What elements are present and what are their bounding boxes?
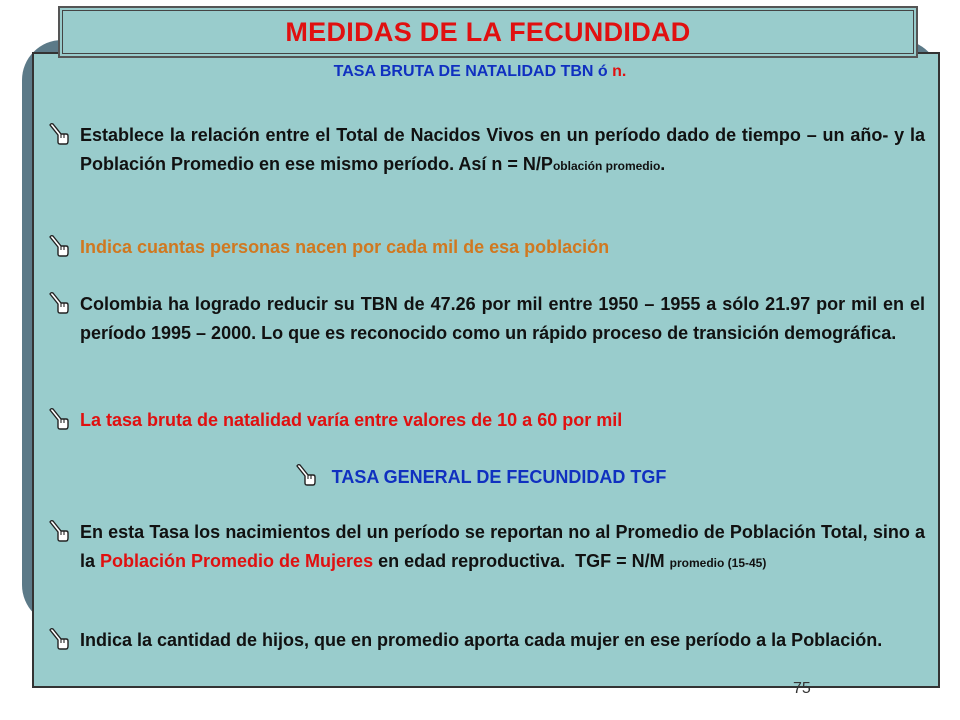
pointing-hand-icon <box>47 291 71 315</box>
bullet-tgf-meaning-text: Indica la cantidad de hijos, que en promedio aporta cada mujer en ese período a la Población. <box>80 630 883 650</box>
slide-title: MEDIDAS DE LA FECUNDIDAD <box>285 16 691 47</box>
tbn-heading-n: n. <box>612 63 627 80</box>
tgf-text-a: En esta Tasa los nacimientos del un período se reportan no al Promedio de Población Total, sino a la <box>80 522 925 571</box>
bullet-range-text: La tasa bruta de natalidad varía entre valores de 10 a 60 por mil <box>80 410 623 430</box>
definition-end: . <box>660 154 666 174</box>
bullet-tgf-meaning <box>47 626 925 655</box>
bullet-definition <box>47 121 925 181</box>
tbn-heading <box>0 63 960 81</box>
tgf-heading-text: TASA GENERAL DE FECUNDIDAD TGF <box>331 467 667 487</box>
bullet-tgf-definition <box>47 518 925 578</box>
tgf-text-small: promedio (15-45) <box>669 556 767 570</box>
definition-text: Establece la relación entre el Total de Nacidos Vivos en un período dado de tiempo – un año- y la Población Promedio en ese mismo período. Así n = N/P <box>80 125 925 174</box>
tgf-text-b: en edad reproductiva. TGF = N/M <box>373 551 670 571</box>
bullet-colombia <box>47 290 925 348</box>
tbn-heading-main: TASA BRUTA DE NATALIDAD TBN <box>333 63 594 80</box>
bullet-definition-text <box>80 121 925 181</box>
tbn-heading-or: ó <box>593 63 613 80</box>
tgf-text-red: Población Promedio de Mujeres <box>100 551 374 571</box>
bullet-range <box>47 406 925 435</box>
pointing-hand-icon <box>47 122 71 146</box>
pointing-hand-icon <box>47 234 71 258</box>
bullet-colombia-text: Colombia ha logrado reducir su TBN de 47.26 por mil entre 1950 – 1955 a sólo 21.97 por mil en el período 1995 – 2000. Lo que es reconocido como un rápido proceso de transición demográfica. <box>80 294 925 343</box>
bullet-meaning <box>47 233 925 262</box>
definition-subscript: oblación promedio <box>552 159 661 173</box>
pointing-hand-icon <box>47 407 71 431</box>
pointing-hand-icon <box>47 627 71 651</box>
pointing-hand-icon <box>294 463 318 487</box>
bullet-meaning-text: Indica cuantas personas nacen por cada mil de esa población <box>80 237 610 257</box>
slide-number: 75 <box>793 680 811 697</box>
tgf-heading <box>0 463 960 488</box>
pointing-hand-icon <box>47 519 71 543</box>
bullet-tgf-definition-text <box>80 518 925 578</box>
